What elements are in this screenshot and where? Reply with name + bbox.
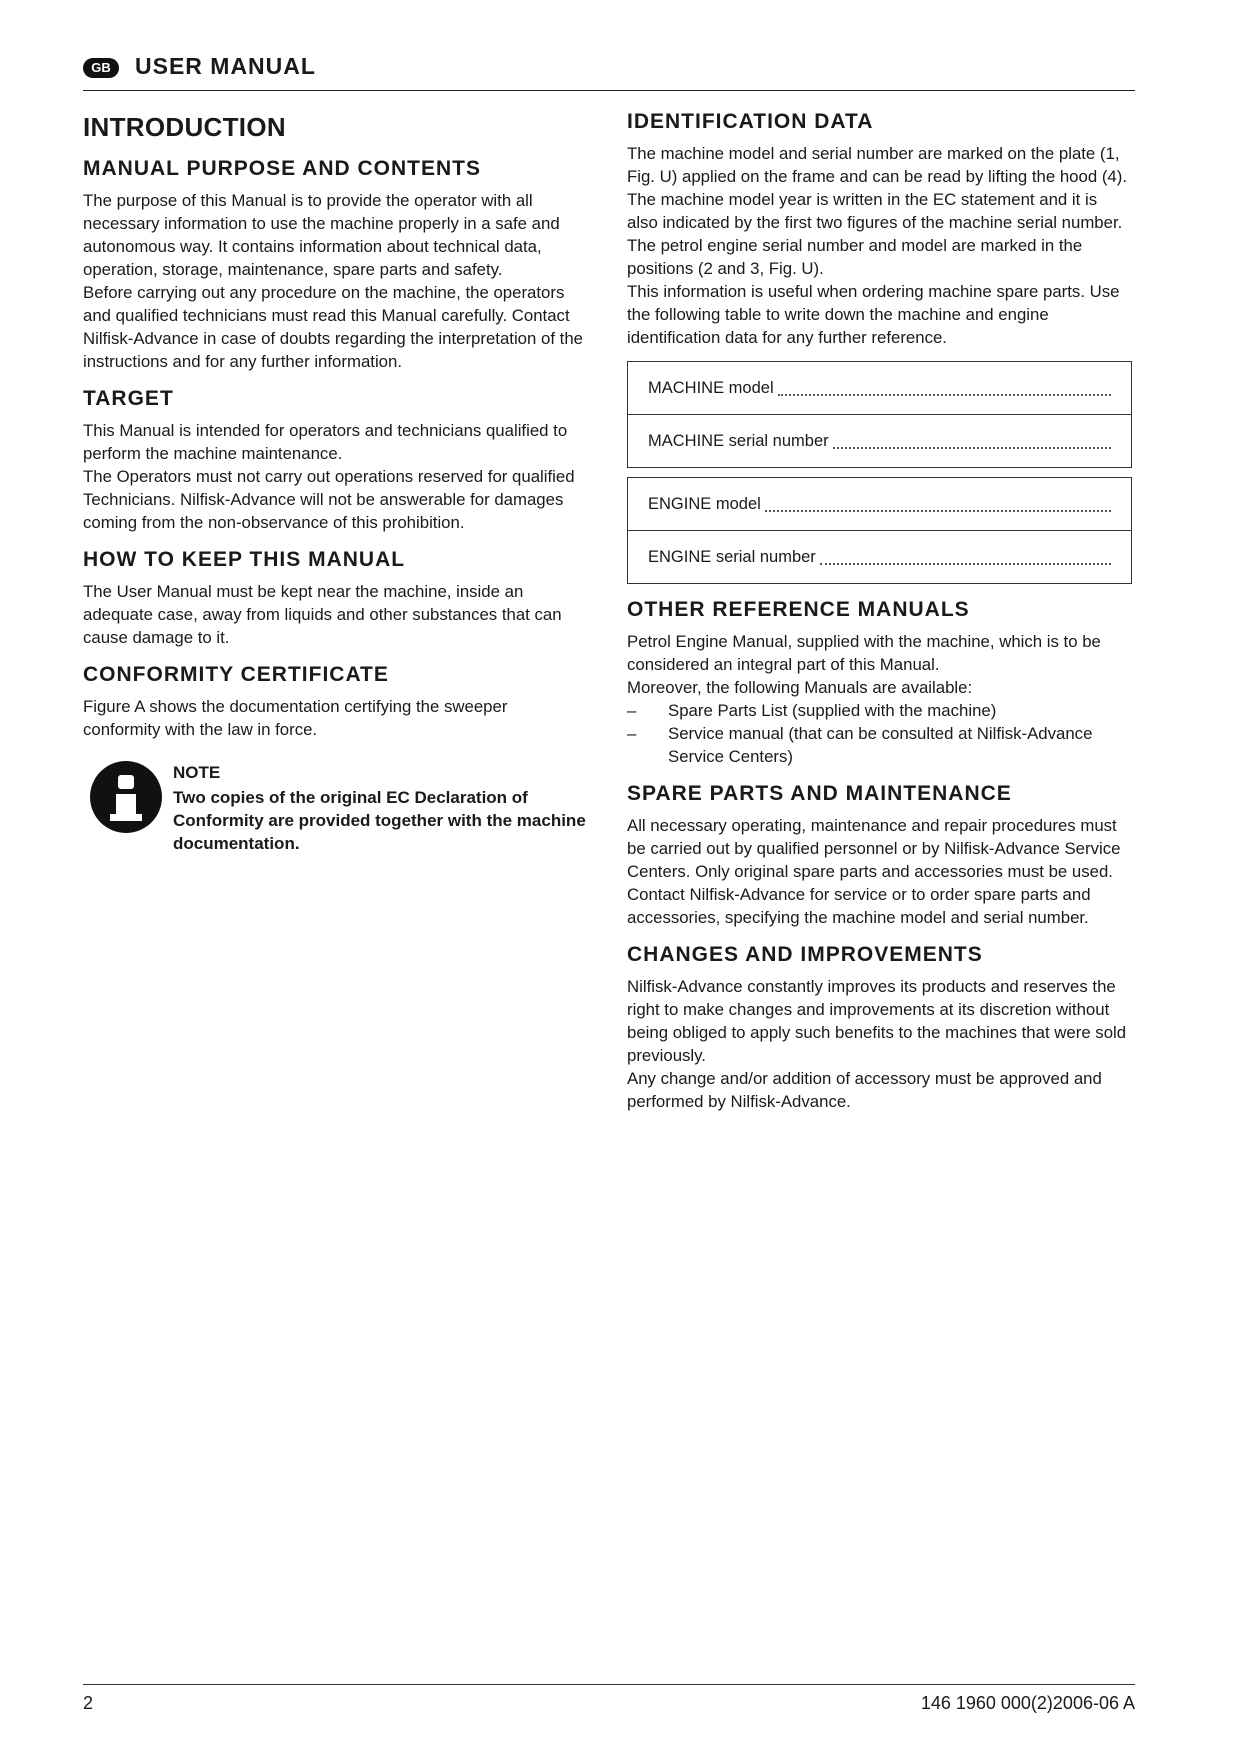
document-code: 146 1960 000(2)2006-06 A xyxy=(920,1693,1135,1713)
note-title: NOTE xyxy=(173,763,221,782)
section-text: The machine model and serial number are marked on the plate (1, Fig. U) applied on the frame and can be read by lifting the hood (4). The machine model year is written in the EC statement and it is also indicated by the first two figures of the machine serial number. The petrol engine serial number and model are marked in the positions (2 and 3, Fig. U). This information is useful when ordering machine spare parts. Use the following table to write down the machine and engine identification data for any further reference. xyxy=(627,144,1128,347)
machine-id-table xyxy=(627,361,1132,468)
engine-serial-field xyxy=(820,549,1111,565)
manuals-list xyxy=(627,699,1132,768)
section-text: The purpose of this Manual is to provide the operator with all necessary information to use the machine properly in a safe and autonomous way. It contains information about technical data, operation, storage, maintenance, spare parts and safety. Before carrying out any procedure on the machine, the operators and qualified technicians must read this Manual carefully. Contact Nilfisk-Advance in case of doubts regarding the interpretation of the instructions and for any further information. xyxy=(83,191,583,371)
engine-id-table xyxy=(627,477,1132,584)
machine-serial-label: MACHINE serial number xyxy=(648,431,829,450)
note-text: Two copies of the original EC Declaration of Conformity are provided together with the machine documentation. xyxy=(173,788,586,853)
note-box xyxy=(83,761,588,855)
section-text: All necessary operating, maintenance and repair procedures must be carried out by qualified personnel or by Nilfisk-Advance Service Centers. Only original spare parts and accessories must be used. Contact Nilfisk-Advance for service or to order spare parts and accessories, specifying the machine model and serial number. xyxy=(627,816,1121,927)
list-item: – Spare Parts List (supplied with the machine) xyxy=(627,699,1132,722)
machine-model-row xyxy=(628,362,1131,415)
section-heading: HOW TO KEEP THIS MANUAL xyxy=(83,548,406,571)
engine-model-field xyxy=(765,496,1111,512)
machine-serial-field xyxy=(833,433,1111,449)
engine-model-row xyxy=(628,478,1131,531)
section-heading: IDENTIFICATION DATA xyxy=(627,110,874,133)
engine-model-label: ENGINE model xyxy=(648,494,761,513)
header-title: USER MANUAL xyxy=(135,53,316,79)
list-item: – Service manual (that can be consulted at Nilfisk-Advance Service Centers) xyxy=(627,722,1132,768)
engine-serial-label: ENGINE serial number xyxy=(648,547,816,566)
section-heading: SPARE PARTS AND MAINTENANCE xyxy=(627,782,1012,805)
section-text: The User Manual must be kept near the machine, inside an adequate case, away from liquids and other substances that can cause damage to it. xyxy=(83,582,562,647)
section-text: Petrol Engine Manual, supplied with the machine, which is to be considered an integral part of this Manual. Moreover, the following Manuals are available: xyxy=(627,632,1101,697)
page-header xyxy=(83,50,1135,91)
section-heading: OTHER REFERENCE MANUALS xyxy=(627,598,970,621)
section-heading: CHANGES AND IMPROVEMENTS xyxy=(627,943,983,966)
right-column xyxy=(627,108,1132,1113)
left-column xyxy=(83,108,588,855)
section-text: Nilfisk-Advance constantly improves its products and reserves the right to make changes and improvements at its discretion without being obliged to apply such benefits to the machines that were sold previously. Any change and/or addition of accessory must be approved and performed by Nilfisk-Advance. xyxy=(627,977,1127,1111)
machine-model-field xyxy=(778,380,1111,396)
page-title: INTRODUCTION xyxy=(83,112,286,142)
page-number: 2 xyxy=(83,1693,94,1713)
section-heading: TARGET xyxy=(83,387,174,410)
machine-serial-row xyxy=(628,415,1131,467)
section-heading: CONFORMITY CERTIFICATE xyxy=(83,663,389,686)
machine-model-label: MACHINE model xyxy=(648,378,774,397)
language-badge: GB xyxy=(83,58,119,78)
engine-serial-row xyxy=(628,531,1131,583)
info-icon xyxy=(90,761,162,833)
page-footer xyxy=(83,1684,1135,1713)
section-text: Figure A shows the documentation certifying the sweeper conformity with the law in force. xyxy=(83,697,508,739)
section-text: This Manual is intended for operators and technicians qualified to perform the machine maintenance. The Operators must not carry out operations reserved for qualified Technicians. Nilfisk-Advance will not be answerable for damages coming from the non-observance of this prohibition. xyxy=(83,421,575,532)
section-heading: MANUAL PURPOSE AND CONTENTS xyxy=(83,157,482,180)
